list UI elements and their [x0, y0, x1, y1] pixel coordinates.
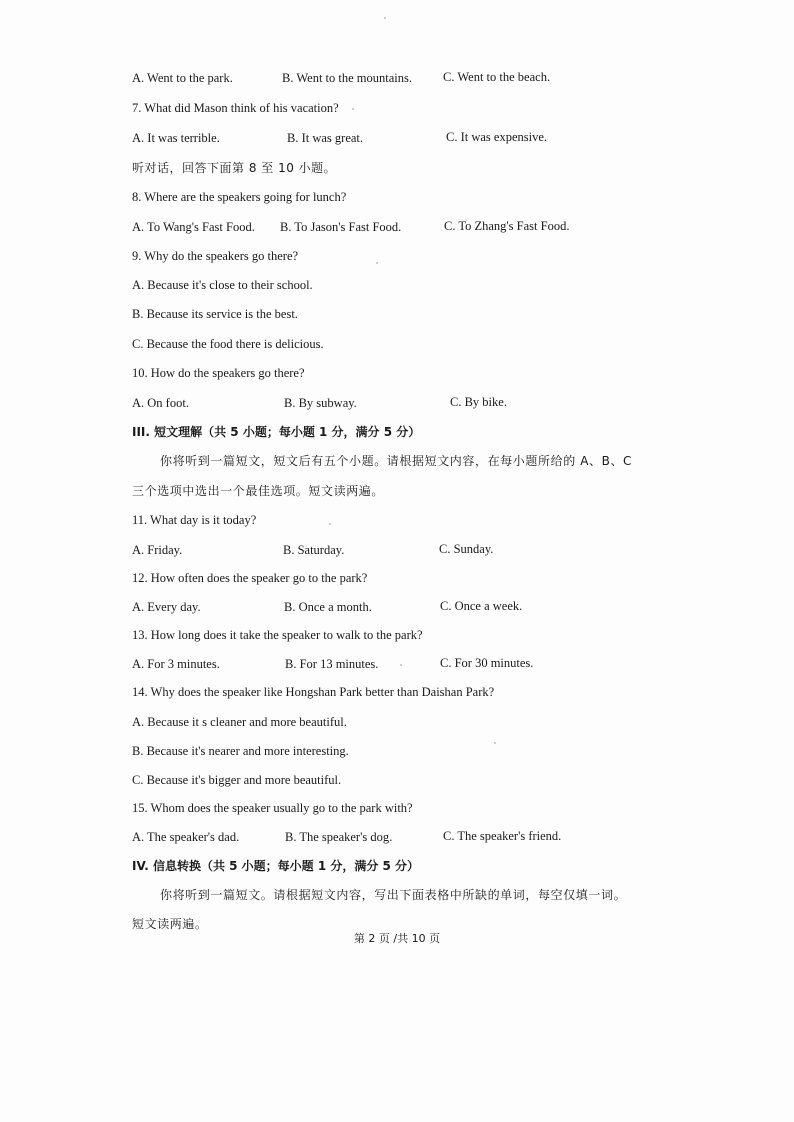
q6-option-c: C. Went to the beach.	[443, 70, 551, 84]
section-3-instruction-line1: 你将听到一篇短文，短文后有五个小题。请根据短文内容，在每小题所给的 A、B、C	[160, 454, 633, 468]
q14-question: 14. Why does the speaker like Hongshan Park better than Daishan Park?	[132, 685, 495, 699]
scan-speck	[329, 523, 331, 525]
q12-option-a: A. Every day.	[132, 600, 201, 614]
q10-question: 10. How do the speakers go there?	[132, 366, 305, 380]
q11-option-c: C. Sunday.	[439, 542, 494, 556]
q11-option-b: B. Saturday.	[283, 543, 345, 557]
q13-option-c: C. For 30 minutes.	[440, 656, 534, 670]
q7-option-a: A. It was terrible.	[132, 131, 220, 145]
q14-option-a: A. Because it s cleaner and more beautiful.	[132, 715, 347, 729]
q15-question: 15. Whom does the speaker usually go to the park with?	[132, 801, 413, 815]
q15-option-a: A. The speaker's dad.	[132, 830, 240, 844]
q7-option-c: C. It was expensive.	[446, 130, 548, 144]
q14-option-c: C. Because it's bigger and more beautiful.	[132, 773, 342, 787]
section-3-heading: III. 短文理解（共 5 小题；每小题 1 分，满分 5 分）	[132, 425, 421, 439]
page-number-footer: 第 2 页 /共 10 页	[353, 932, 441, 945]
q14-option-b: B. Because it's nearer and more interesting.	[132, 744, 349, 758]
q10-option-a: A. On foot.	[132, 396, 189, 410]
q7-option-b: B. It was great.	[287, 131, 364, 145]
instruction-8-10: 听对话，回答下面第 8 至 10 小题。	[132, 161, 337, 175]
scan-speck	[400, 664, 402, 666]
scan-speck	[384, 17, 386, 19]
scan-speck	[352, 108, 354, 110]
q10-option-b: B. By subway.	[284, 396, 357, 410]
q15-option-b: B. The speaker's dog.	[285, 830, 393, 844]
q9-question: 9. Why do the speakers go there?	[132, 249, 299, 263]
q7-question: 7. What did Mason think of his vacation?	[132, 101, 339, 115]
q8-option-c: C. To Zhang's Fast Food.	[444, 219, 570, 233]
q9-option-a: A. Because it's close to their school.	[132, 278, 313, 292]
q12-option-c: C. Once a week.	[440, 599, 523, 613]
q12-question: 12. How often does the speaker go to the park?	[132, 571, 368, 585]
q13-option-b: B. For 13 minutes.	[285, 657, 379, 671]
q10-option-c: C. By bike.	[450, 395, 507, 409]
q6-option-a: A. Went to the park.	[132, 71, 233, 85]
q8-question: 8. Where are the speakers going for lunch?	[132, 190, 347, 204]
q8-option-b: B. To Jason's Fast Food.	[280, 220, 402, 234]
section-4-instruction-line2: 短文读两遍。	[132, 917, 208, 931]
scan-speck	[376, 262, 378, 264]
q6-option-b: B. Went to the mountains.	[282, 71, 413, 85]
q11-question: 11. What day is it today?	[132, 513, 257, 527]
q15-option-c: C. The speaker's friend.	[443, 829, 562, 843]
q9-option-b: B. Because its service is the best.	[132, 307, 298, 321]
q12-option-b: B. Once a month.	[284, 600, 372, 614]
q8-option-a: A. To Wang's Fast Food.	[132, 220, 255, 234]
q13-question: 13. How long does it take the speaker to walk to the park?	[132, 628, 423, 642]
section-4-instruction-line1: 你将听到一篇短文。请根据短文内容，写出下面表格中所缺的单词，每空仅填一词。	[160, 888, 627, 902]
q9-option-c: C. Because the food there is delicious.	[132, 337, 324, 351]
section-4-heading: IV. 信息转换（共 5 小题；每小题 1 分，满分 5 分）	[132, 859, 420, 873]
scan-speck	[494, 742, 496, 744]
q11-option-a: A. Friday.	[132, 543, 183, 557]
q13-option-a: A. For 3 minutes.	[132, 657, 220, 671]
section-3-instruction-line2: 三个选项中选出一个最佳选项。短文读两遍。	[132, 484, 385, 498]
